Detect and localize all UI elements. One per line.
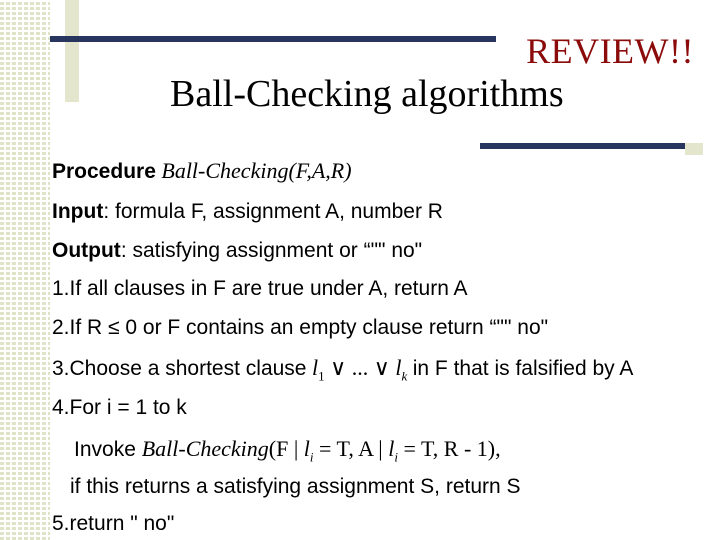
literal-lk-sub: k	[401, 368, 408, 384]
input-label: Input	[52, 200, 104, 223]
decorative-left-strip	[0, 0, 50, 540]
step-1: 1.If all clauses in F are true under A, return A	[52, 277, 468, 300]
procedure-keyword: Procedure	[52, 160, 156, 183]
invoke-function: Ball-Checking	[141, 436, 269, 461]
literal-li-2-sub: i	[394, 449, 398, 465]
input-line	[52, 198, 443, 224]
step-4-if: if this returns a satisfying assignment S, return S	[70, 475, 521, 498]
step-4: 4.For i = 1 to k	[52, 396, 187, 419]
invoke-word: Invoke	[74, 438, 142, 461]
invoke-args-a: (F |	[268, 436, 304, 461]
invoke-args-c: = T, R - 1),	[397, 436, 501, 461]
step-3	[52, 355, 633, 384]
literal-li-2: l	[388, 436, 395, 461]
step-5: 5.return " no"	[52, 512, 175, 535]
invoke-args-b: = T, A |	[313, 436, 389, 461]
literal-li-sub: i	[309, 449, 314, 465]
step-3-text-b: in F that is falsified by A	[412, 357, 634, 380]
decorative-right-block	[685, 143, 703, 155]
input-text: : formula F, assignment A, number R	[103, 200, 443, 223]
step-2: 2.If R ≤ 0 or F contains an empty clause return “"" no"	[52, 316, 549, 339]
slide-title: Ball-Checking algorithms	[170, 73, 564, 115]
title-rule-right	[480, 143, 685, 149]
procedure-signature: Ball-Checking(F,A,R)	[161, 158, 352, 183]
step-4-invoke	[74, 436, 501, 465]
output-label: Output	[52, 239, 121, 262]
step-3-text-a: 3.Choose a shortest clause	[52, 357, 307, 380]
output-line	[52, 237, 422, 263]
literal-l1-sub: 1	[318, 368, 325, 384]
output-text: : satisfying assignment or “"" no"	[120, 239, 423, 262]
literal-li: l	[303, 436, 310, 461]
decorative-vertical-bar	[65, 0, 79, 102]
title-rule-top	[50, 36, 496, 42]
review-badge: REVIEW!!	[526, 31, 694, 71]
procedure-line	[52, 158, 352, 184]
literal-l1: l	[311, 355, 319, 380]
literal-lk: l	[395, 355, 402, 380]
disjunction: ∨ ... ∨	[324, 355, 396, 380]
